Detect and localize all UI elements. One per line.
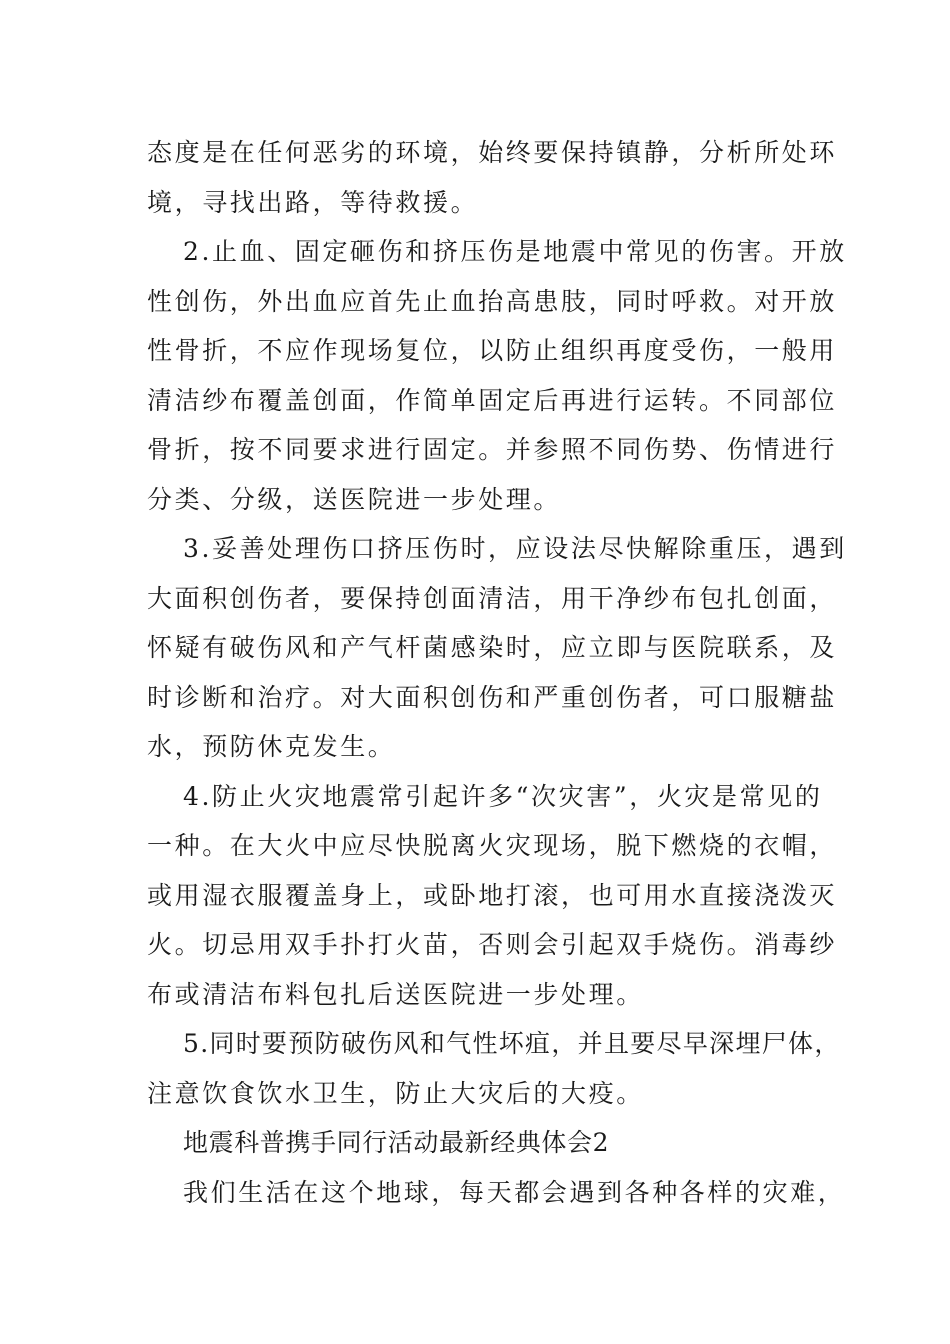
text-line: 布或清洁布料包扎后送医院进一步处理。 bbox=[147, 979, 644, 1009]
text-line: 注意饮食饮水卫生，防止大灾后的大疫。 bbox=[147, 1078, 644, 1108]
text-line: 怀疑有破伤风和产气杆菌感染时，应立即与医院联系，及 bbox=[147, 633, 838, 662]
text-line: 时诊断和治疗。对大面积创伤和严重创伤者，可口服糖盐 bbox=[147, 682, 838, 712]
list-item-5-start: 5.同时要预防破伤风和气性坏疽，并且要尽早深埋尸体， bbox=[183, 1029, 841, 1058]
text-line: 态度是在任何恶劣的环境，始终要保持镇静，分析所处环 bbox=[147, 138, 838, 167]
text-line: 水，预防休克发生。 bbox=[147, 732, 396, 761]
text-line: 分类、分级，送医院进一步处理。 bbox=[147, 484, 562, 514]
text-line: 火。切忌用双手扑打火苗，否则会引起双手烧伤。消毒纱 bbox=[147, 930, 838, 959]
paragraph-start: 我们生活在这个地球，每天都会遇到各种各样的灾难， bbox=[183, 1177, 846, 1207]
text-line: 大面积创伤者，要保持创面清洁，用干净纱布包扎创面， bbox=[147, 583, 838, 613]
text-line: 性创伤，外出血应首先止血抬高患肢，同时呼救。对开放 bbox=[147, 286, 838, 316]
text-line: 清洁纱布覆盖创面，作简单固定后再进行运转。不同部位 bbox=[147, 385, 838, 415]
text-line: 或用湿衣服覆盖身上，或卧地打滚，也可用水直接浇泼灭 bbox=[147, 880, 838, 910]
document-body bbox=[147, 128, 847, 1217]
list-item-4-start: 4.防止火灾地震常引起许多“次灾害”，火灾是常见的 bbox=[183, 781, 823, 811]
list-item-2-start: 2.止血、固定砸伤和挤压伤是地震中常见的伤害。开放 bbox=[183, 237, 847, 266]
text-line: 骨折，按不同要求进行固定。并参照不同伤势、伤情进行 bbox=[147, 435, 838, 464]
text-line: 境，寻找出路，等待救援。 bbox=[147, 187, 479, 217]
section-heading: 地震科普携手同行活动最新经典体会2 bbox=[183, 1128, 610, 1157]
list-item-3-start: 3.妥善处理伤口挤压伤时，应设法尽快解除重压，遇到 bbox=[183, 534, 847, 563]
text-line: 一种。在大火中应尽快脱离火灾现场，脱下燃烧的衣帽， bbox=[147, 831, 838, 860]
text-line: 性骨折，不应作现场复位，以防止组织再度受伤，一般用 bbox=[147, 336, 838, 365]
